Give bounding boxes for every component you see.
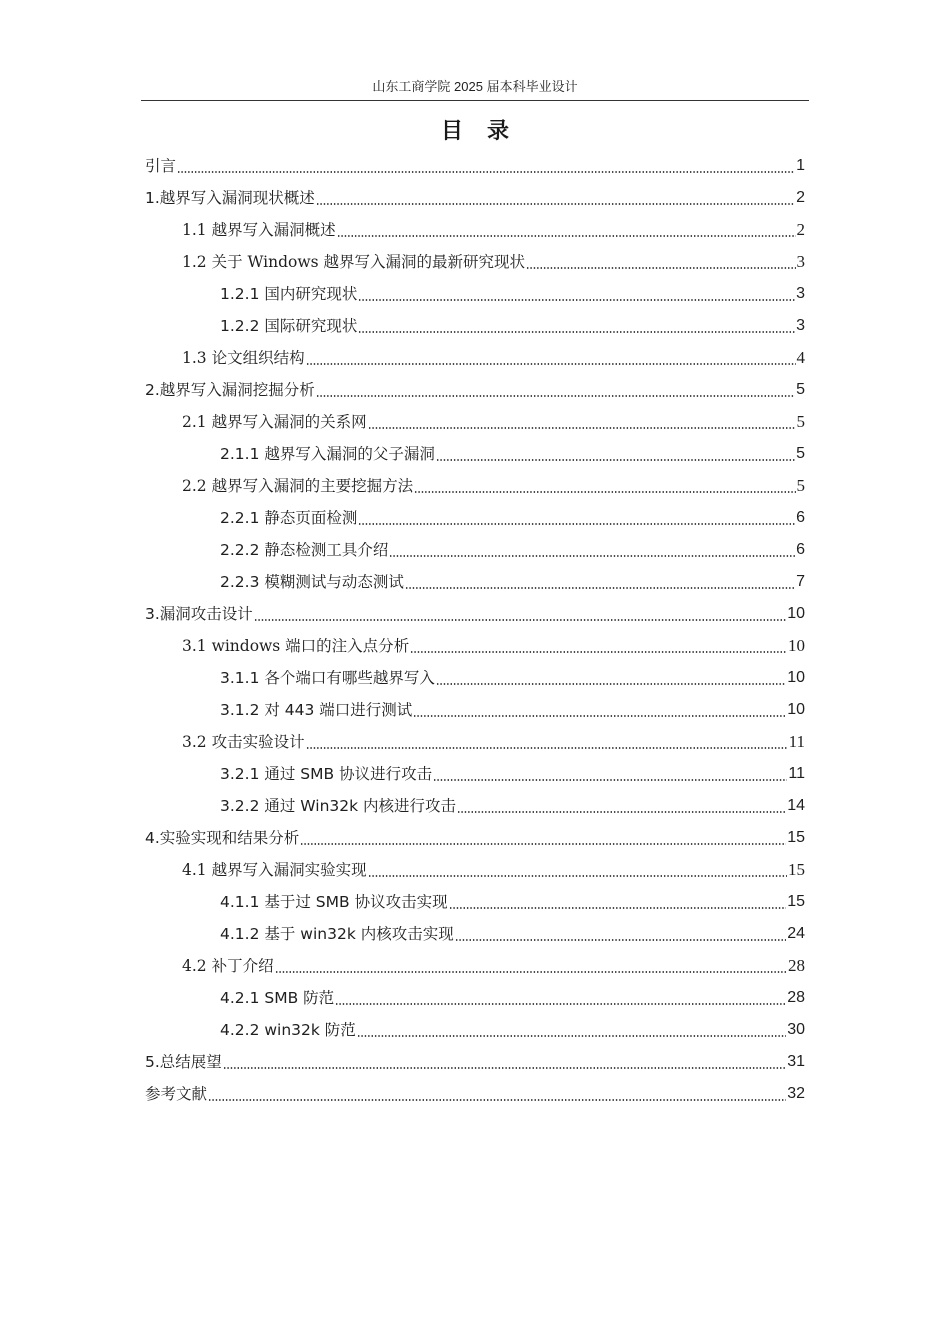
header-divider <box>141 100 809 101</box>
dot-leader <box>410 651 787 653</box>
dot-leader <box>414 491 795 493</box>
toc-entry-label: 3.1.1 各个端口有哪些越界写入 <box>220 669 435 687</box>
dot-leader <box>433 779 787 781</box>
dot-leader <box>436 459 795 461</box>
dot-leader <box>208 1099 786 1101</box>
dot-leader <box>254 619 786 621</box>
toc-entry[interactable] <box>182 406 805 438</box>
toc-entry[interactable] <box>145 1078 805 1110</box>
toc-entry[interactable] <box>182 342 805 374</box>
toc-entry-page: 11 <box>788 732 805 751</box>
toc-entry-label: 3.1.2 对 443 端口进行测试 <box>220 701 413 719</box>
toc-entry-page: 28 <box>788 956 805 975</box>
toc-entry-label: 3.2 攻击实验设计 <box>182 733 305 751</box>
toc-entry-page: 31 <box>787 1053 805 1070</box>
toc-entry-page: 3 <box>796 317 805 334</box>
toc-entry-label: 4.1.1 基于过 SMB 协议攻击实现 <box>220 893 448 911</box>
toc-entry-page: 28 <box>787 989 805 1006</box>
toc-entry-page: 5 <box>796 412 805 431</box>
toc-entry-page: 2 <box>796 220 805 239</box>
dot-leader <box>306 747 788 749</box>
toc-entry[interactable] <box>220 1014 805 1046</box>
toc-entry[interactable] <box>220 310 805 342</box>
dot-leader <box>316 395 795 397</box>
toc-entry-label: 1.越界写入漏洞现状概述 <box>145 189 315 207</box>
toc-entry-label: 2.2 越界写入漏洞的主要挖掘方法 <box>182 477 414 495</box>
toc-entry-page: 1 <box>796 157 805 174</box>
toc-entry-label: 4.2.2 win32k 防范 <box>220 1021 356 1039</box>
dot-leader <box>358 331 795 333</box>
toc-title: 目录 <box>440 119 533 144</box>
toc-entry-page: 24 <box>787 925 805 942</box>
toc-entry-page: 6 <box>796 541 805 558</box>
dot-leader <box>449 907 787 909</box>
toc-entry-label: 4.2 补丁介绍 <box>182 957 274 975</box>
dot-leader <box>337 235 796 237</box>
dot-leader <box>316 203 795 205</box>
dot-leader <box>413 715 786 717</box>
dot-leader <box>335 1003 786 1005</box>
toc-entry-label: 1.2.1 国内研究现状 <box>220 285 358 303</box>
toc-entry[interactable] <box>145 374 805 406</box>
toc-entry-page: 30 <box>787 1021 805 1038</box>
toc-entry[interactable] <box>220 278 805 310</box>
toc-entry-page: 10 <box>788 636 805 655</box>
toc-entry-page: 7 <box>796 573 805 590</box>
toc-entry[interactable] <box>220 758 805 790</box>
dot-leader <box>455 939 786 941</box>
dot-leader <box>389 555 795 557</box>
toc-entry-label: 4.1.2 基于 win32k 内核攻击实现 <box>220 925 454 943</box>
toc-entry-page: 32 <box>787 1085 805 1102</box>
dot-leader <box>436 683 786 685</box>
toc-entry-label: 引言 <box>145 157 177 175</box>
toc-entry-label: 4.实验实现和结果分析 <box>145 829 300 847</box>
toc-entry-label: 4.2.1 SMB 防范 <box>220 989 335 1007</box>
dot-leader <box>357 1035 786 1037</box>
toc-entry-label: 3.1 windows 端口的注入点分析 <box>182 637 410 655</box>
toc-entry[interactable] <box>145 182 805 214</box>
toc-entry-page: 5 <box>796 476 805 495</box>
toc-entry[interactable] <box>220 886 805 918</box>
toc-entry[interactable] <box>145 150 805 182</box>
toc-entry-page: 15 <box>787 893 805 910</box>
toc-entry[interactable] <box>182 726 805 758</box>
toc-entry-page: 3 <box>796 252 805 271</box>
dot-leader <box>405 587 795 589</box>
toc-entry[interactable] <box>182 854 805 886</box>
toc-entry-page: 10 <box>787 669 805 686</box>
toc-entry[interactable] <box>220 534 805 566</box>
toc-entry-page: 10 <box>787 605 805 622</box>
toc-entry[interactable] <box>145 598 805 630</box>
toc-entry[interactable] <box>182 246 805 278</box>
toc-entry-page: 14 <box>787 797 805 814</box>
dot-leader <box>368 875 787 877</box>
dot-leader <box>306 363 796 365</box>
toc-entry-page: 5 <box>796 445 805 462</box>
toc-entry-page: 6 <box>796 509 805 526</box>
toc-entry-page: 11 <box>788 765 805 782</box>
toc-entry[interactable] <box>220 694 805 726</box>
dot-leader <box>358 523 795 525</box>
dot-leader <box>457 811 786 813</box>
toc-entry-label: 2.2.3 模糊测试与动态测试 <box>220 573 404 591</box>
toc-entry-page: 4 <box>796 348 805 367</box>
toc-entry-page: 15 <box>788 860 805 879</box>
toc-entry-label: 1.2 关于 Windows 越界写入漏洞的最新研究现状 <box>182 253 526 271</box>
toc-entry-label: 2.越界写入漏洞挖掘分析 <box>145 381 315 399</box>
toc-entry[interactable] <box>182 470 805 502</box>
toc-entry-label: 2.1 越界写入漏洞的关系网 <box>182 413 367 431</box>
toc-entry-label: 1.1 越界写入漏洞概述 <box>182 221 336 239</box>
toc-entry[interactable] <box>220 438 805 470</box>
toc-entry[interactable] <box>220 502 805 534</box>
dot-leader <box>275 971 787 973</box>
toc-entry[interactable] <box>220 982 805 1014</box>
toc-entry[interactable] <box>145 1046 805 1078</box>
toc-entry-page: 2 <box>796 189 805 206</box>
toc-entry[interactable] <box>145 822 805 854</box>
toc-entry[interactable] <box>182 214 805 246</box>
toc-entry[interactable] <box>220 918 805 950</box>
toc-entry-page: 10 <box>787 701 805 718</box>
toc-entry-label: 2.1.1 越界写入漏洞的父子漏洞 <box>220 445 435 463</box>
toc-entry-label: 3.漏洞攻击设计 <box>145 605 253 623</box>
toc-entry-label: 2.2.2 静态检测工具介绍 <box>220 541 389 559</box>
toc-entry-page: 3 <box>796 285 805 302</box>
toc-entry-label: 5.总结展望 <box>145 1053 222 1071</box>
toc-entry-page: 15 <box>787 829 805 846</box>
toc-entry-label: 4.1 越界写入漏洞实验实现 <box>182 861 367 879</box>
toc-entry-label: 1.2.2 国际研究现状 <box>220 317 358 335</box>
dot-leader <box>223 1067 786 1069</box>
toc-entry[interactable] <box>182 630 805 662</box>
toc-entry-label: 参考文献 <box>145 1085 208 1103</box>
page-header: 山东工商学院 2025 届本科毕业设计 <box>372 79 578 94</box>
toc-entry-label: 3.2.2 通过 Win32k 内核进行攻击 <box>220 797 457 815</box>
toc-entry-label: 3.2.1 通过 SMB 协议进行攻击 <box>220 765 433 783</box>
toc-entry-page: 5 <box>796 381 805 398</box>
toc-entry[interactable] <box>182 950 805 982</box>
toc-entry-label: 1.3 论文组织结构 <box>182 349 305 367</box>
dot-leader <box>526 267 795 269</box>
toc-entry[interactable] <box>220 790 805 822</box>
dot-leader <box>177 171 795 173</box>
dot-leader <box>358 299 795 301</box>
dot-leader <box>300 843 786 845</box>
toc-entry[interactable] <box>220 566 805 598</box>
toc-entry[interactable] <box>220 662 805 694</box>
toc-entry-label: 2.2.1 静态页面检测 <box>220 509 358 527</box>
dot-leader <box>368 427 796 429</box>
